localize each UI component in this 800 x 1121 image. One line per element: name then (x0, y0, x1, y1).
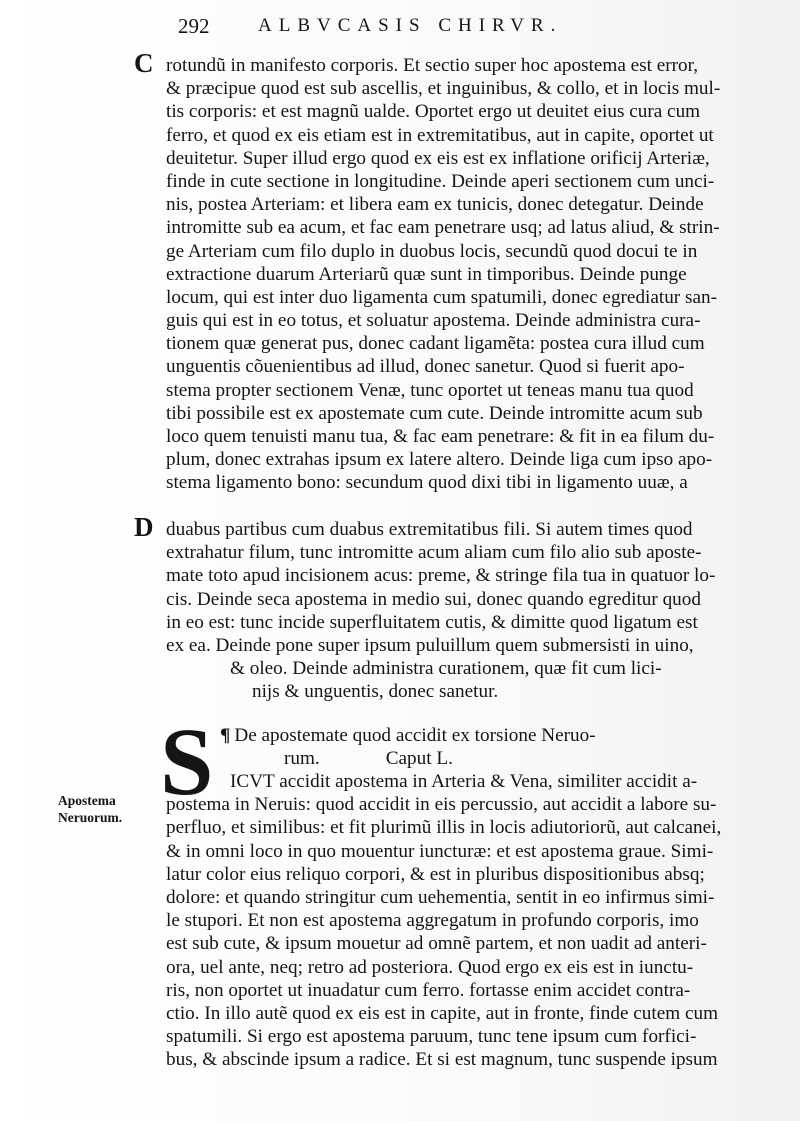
text-line: tis corporis: et est magnũ ualde. Oportet ergo ut deuitet eius cura cum (166, 101, 701, 123)
text-line: latur color eius reliquo corpori, & est in pluribus dispositionibus absq; (166, 863, 705, 885)
text-line: stema propter sectionem Venæ, tunc oportet ut teneas manu tua quod (166, 379, 694, 401)
text-line: tionem quæ generat pus, donec cadant ligamẽta: postea cura illud cum (166, 333, 705, 355)
text-line: perfluo, et similibus: et fit plurimũ illis in locis adiutoriorũ, aut calcanei, (166, 817, 722, 839)
text-line: spatumili. Si ergo est apostema paruum, tunc tene ipsum cum forfici- (166, 1026, 697, 1048)
text-line: extrahatur filum, tunc intromitte acum aliam cum filo alio sub aposte- (166, 542, 702, 564)
text-line: cis. Deinde seca apostema in medio sui, donec quando egreditur quod (166, 588, 701, 610)
chapter-title-line-1: De apostemate quod accidit ex torsione Neruo- (234, 725, 596, 746)
text-line: nis, postea Arteriam: et libera eam ex tunicis, donec detegatur. Deinde (166, 194, 704, 216)
margin-note (58, 792, 122, 826)
text-line: ICVT accidit apostema in Arteria & Vena, similiter accidit a- (230, 771, 698, 792)
text-line: dolore: et quando stringitur cum uehementia, sentit in eo infirmus simi- (166, 886, 715, 908)
text-line: le stupori. Et non est apostema aggregatum in profundo corporis, imo (166, 910, 699, 932)
text-line: & in omni loco in quo mouentur iuncturæ: et est apostema graue. Simi- (166, 840, 714, 862)
text-line: intromitte sub ea acum, et fac eam penetrare usq; ad latus aliud, & strin- (166, 217, 720, 239)
text-line: ex ea. Deinde pone super ipsum puluillum quem submersisti in uino, (166, 634, 694, 656)
page-header (178, 14, 738, 44)
text-line: plum, donec extrahas ipsum ex latere altero. Deinde liga cum ipso apo- (166, 449, 713, 471)
pilcrow-icon: ¶ (220, 725, 231, 746)
text-line: ge Arteriam cum filo duplo in duobus locis, secundũ quod docui te in (166, 240, 698, 262)
margin-note-line-2: Neruorum. (58, 810, 123, 825)
text-line: loco quem tenuisti manu tua, & fac eam penetrare: & fit in ea filum du- (166, 426, 715, 447)
text-line: nijs & unguentis, donec sanetur. (252, 681, 499, 703)
text-line: tibi possibile est ex apostemate cum cute. Deinde intromitte acum sub (166, 402, 703, 424)
text-line: ora, uel ante, neq; retro ad posteriora. Quod ergo ex eis est in iunctu- (166, 956, 694, 978)
text-block-1 (166, 54, 770, 495)
text-line: locum, qui est inter duo ligamenta cum spatumili, donec egrediatur san- (166, 286, 717, 308)
text-line: unguentis cõuenientibus ad illud, donec sanetur. Quod si fuerit apo- (166, 356, 685, 378)
text-block-4 (166, 770, 786, 1071)
initial-c: C (134, 48, 154, 78)
text-block-2 (166, 518, 770, 704)
text-line: ctio. In illo autẽ quod ex eis est in capite, aut in fronte, finde cutem cum (166, 1002, 719, 1024)
text-line: postema in Neruis: quod accidit in eis percussio, aut accidit a labore su- (166, 794, 717, 816)
initial-s: S (160, 708, 214, 815)
text-line: bus, & abscinde ipsum a radice. Et si est magnum, tunc suspende ipsum (166, 1049, 718, 1071)
text-line: ferro, et quod ex eis etiam est in extremitatibus, aut in capite, oportet ut (166, 124, 714, 146)
text-line: in eo est: tunc incide superfluitatem cutis, & dimitte quod ligatum est (166, 611, 698, 633)
chapter-heading (220, 724, 780, 770)
text-line: rotundũ in manifesto corporis. Et sectio super hoc apostema est error, (166, 55, 699, 76)
text-line: deuitetur. Super illud ergo quod ex eis est ex inflatione orificij Arteriæ, (166, 147, 710, 169)
text-line: & præcipue quod est sub ascellis, et inguinibus, & collo, et in locis mul- (166, 78, 721, 100)
text-line: est sub cute, & ipsum mouetur ad omnẽ partem, et non uadit ad anteri- (166, 933, 707, 955)
text-line: stema ligamento bono: secundum quod dixi tibi in ligamento uuæ, a (166, 472, 688, 494)
initial-d: D (134, 512, 154, 542)
page-number: 292 (178, 14, 210, 38)
text-line: & oleo. Deinde administra curationem, quæ fit cum lici- (230, 658, 662, 680)
chapter-heading-line-1 (220, 724, 780, 747)
text-line: guis qui est in eo totus, et soluatur apostema. Deinde administra cura- (166, 310, 701, 332)
text-line: duabus partibus cum duabus extremitatibus fili. Si autem times quod (166, 519, 693, 540)
chapter-heading-line-2 (220, 747, 780, 770)
margin-note-line-1: Apostema (58, 793, 116, 808)
text-line: extractione duarum Arteriarũ quæ sunt in timporibus. Deinde punge (166, 263, 687, 285)
chapter-number: Caput L. (385, 748, 453, 770)
text-line: mate toto apud incisionem acus: preme, & stringe fila tua in quatuor lo- (166, 565, 716, 587)
text-line: ris, non oportet ut inuadatur cum ferro. fortasse enim accidet contra- (166, 979, 691, 1001)
chapter-title-line-2: rum. (284, 748, 320, 770)
text-line: finde in cute sectione in longitudine. Deinde aperi sectionem cum unci- (166, 170, 715, 192)
running-title: ALBVCASIS CHIRVR. (258, 15, 563, 36)
